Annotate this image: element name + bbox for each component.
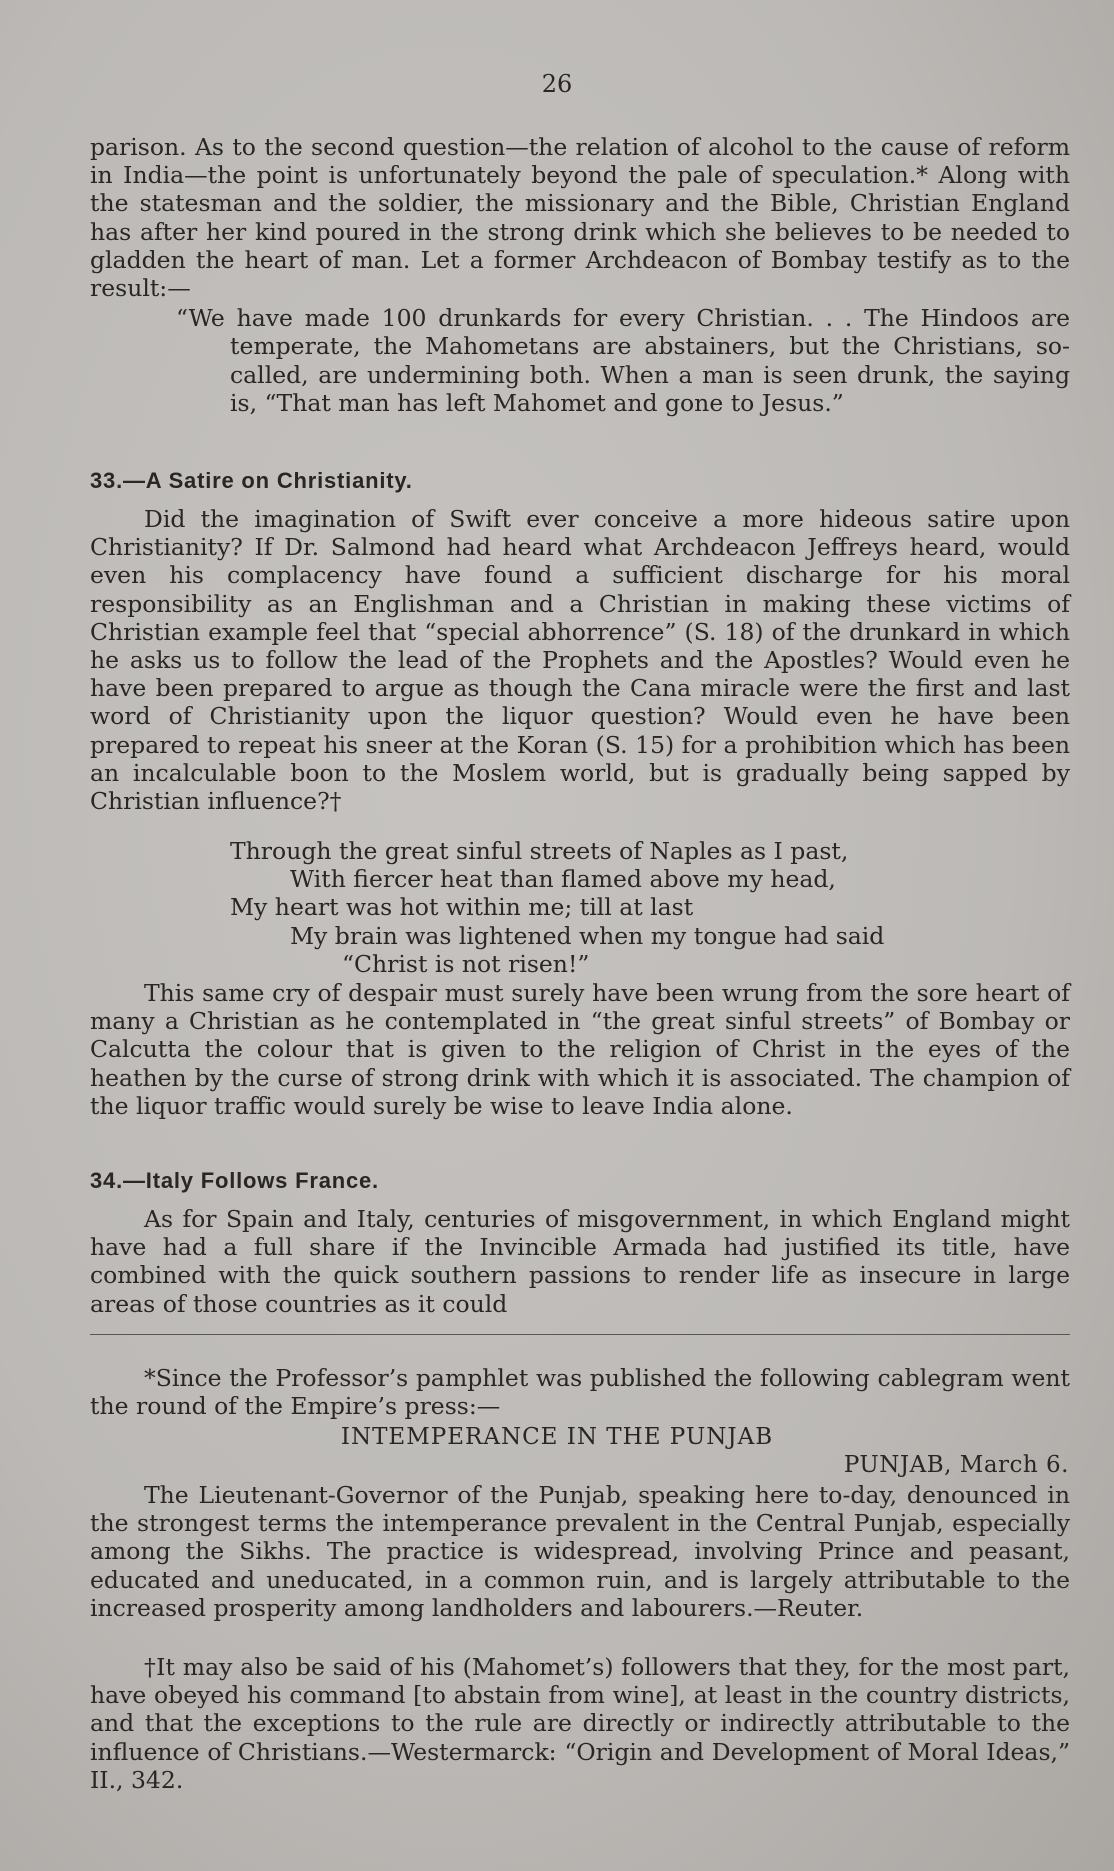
footnote-cable-body-block <box>90 1481 1070 1622</box>
footnote-divider <box>90 1334 1070 1335</box>
poem-line-4: My brain was lightened when my tongue had said <box>290 921 885 950</box>
footnote-star-intro-block <box>90 1364 1070 1420</box>
section-33-paragraph-2: This same cry of despair must surely have been wrung from the sore heart of many a Christian as he contemplated in “the great sinful streets” of Bombay or Calcutta the colour that is given to the religion of Christ in the eyes of the heathen by the curse of strong drink with which it is associated. The champion of the liquor traffic would surely be wise to leave India alone. <box>90 979 1070 1120</box>
archdeacon-quote: “We have made 100 drunkards for every Christian. . . The Hindoos are temperate, the Mahometans are abstainers, but the Christians, so-called, are undermining both. When a man is seen drunk, the saying is, “That man has left Mahomet and gone to Jesus.” <box>176 304 1070 417</box>
poem-line-2: With fiercer heat than flamed above my head, <box>290 865 836 894</box>
intro-paragraph: parison. As to the second question—the relation of alcohol to the cause of reform in India—the point is unfortunately beyond the pale of speculation.* Along with the statesman and the soldier, the missionary and the Bible, Christian England has after her kind poured in the strong drink which she believes to be needed to gladden the heart of man. Let a former Archdeacon of Bombay testify as to the result:— <box>90 133 1070 303</box>
poem-line-5: “Christ is not risen!” <box>342 949 590 978</box>
poem <box>230 837 884 978</box>
poem-line-1: Through the great sinful streets of Naples as I past, <box>230 837 849 865</box>
intro-block <box>90 133 1070 417</box>
footnote-dagger-block <box>90 1653 1070 1794</box>
section-34-heading: 34.—Italy Follows France. <box>90 1168 379 1193</box>
footnote-cable-body: The Lieutenant-Governor of the Punjab, speaking here to-day, denounced in the strongest terms the intemperance prevalent in the Central Punjab, especially among the Sikhs. The practice is widespread, involving Prince and peasant, educated and uneducated, in a common ruin, and is largely attributable to the increased prosperity among landholders and labourers.—Reuter. <box>90 1481 1070 1622</box>
section-33-heading: 33.—A Satire on Christianity. <box>90 468 413 493</box>
footnote-cable-dateline: PUNJAB, March 6. <box>843 1452 1069 1478</box>
section-33-body <box>90 505 1070 815</box>
footnote-cable-heading: INTEMPERANCE IN THE PUNJAB <box>340 1424 774 1450</box>
poem-line-3: My heart was hot within me; till at last <box>230 893 694 922</box>
section-34-paragraph-1: As for Spain and Italy, centuries of misgovernment, in which England might have had a full share if the Invincible Armada had justified its title, have combined with the quick southern passions to render life as insecure in large areas of those countries as it could <box>90 1205 1070 1318</box>
section-33-paragraph-1: Did the imagination of Swift ever conceive a more hideous satire upon Christianity? If Dr. Salmond had heard what Archdeacon Jeffreys heard, would even his complacency have found a sufficient discharge for his moral responsibility as an Englishman and a Christian in making these victims of Christian example feel that “special abhorrence” (S. 18) of the drunkard in which he asks us to follow the lead of the Prophets and the Apostles? Would even he have been prepared to argue as though the Cana miracle were the first and last word of Christianity upon the liquor question? Would even he have been prepared to repeat his sneer at the Koran (S. 15) for a prohibition which has been an incalculable boon to the Moslem world, but is gradually being sapped by Christian influence?† <box>90 505 1070 816</box>
page-number: 26 <box>541 70 573 98</box>
footnote-star-intro: *Since the Professor’s pamphlet was published the following cablegram went the round of the Empire’s press:— <box>90 1364 1070 1421</box>
section-34-body <box>90 1205 1070 1318</box>
footnote-dagger: †It may also be said of his (Mahomet’s) followers that they, for the most part, have obeyed his command [to abstain from wine], at least in the country districts, and that the exceptions to the rule are directly or indirectly attributable to the influence of Christians.—Westermarck: “Origin and Development of Moral Ideas,” II., 342. <box>90 1653 1070 1794</box>
section-33-body-2 <box>90 979 1070 1120</box>
